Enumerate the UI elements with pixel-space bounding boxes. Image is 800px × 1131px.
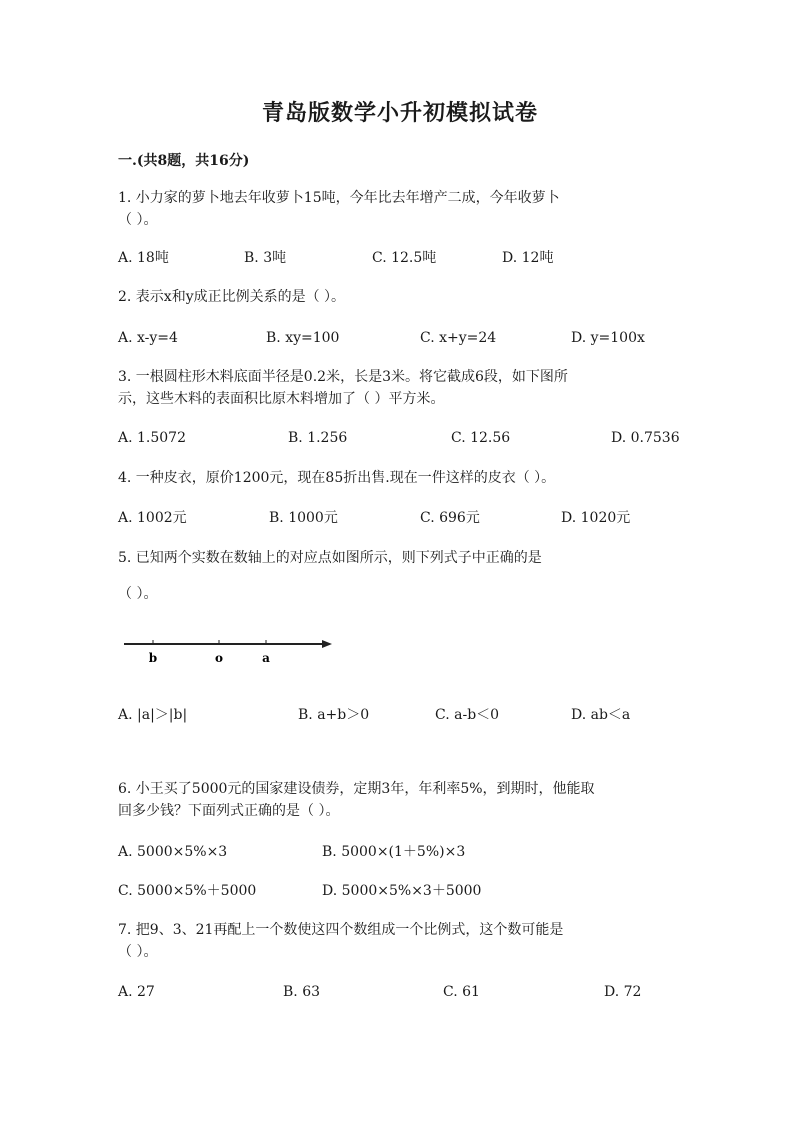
number-line-arrowhead [322,640,332,648]
q1-option-b: B. 3吨 [244,250,287,266]
question-3-line-2: 示，这些木料的表面积比原木料增加了（ ）平方米。 [118,391,445,407]
q1-option-c: C. 12.5吨 [372,250,437,266]
q7-option-d: D. 72 [604,984,642,1000]
q4-option-b: B. 1000元 [269,510,338,526]
q2-option-d: D. y=100x [571,330,645,346]
q7-option-c: C. 61 [443,984,480,1000]
number-line-figure [118,632,338,668]
label-o: o [214,651,224,665]
q6-option-d: D. 5000×5%×3＋5000 [322,883,482,899]
question-5-line-2: （ ）。 [118,586,158,602]
question-7 [118,919,678,963]
label-a: a [262,651,270,665]
q4-option-c: C. 696元 [420,510,480,526]
question-1 [118,187,678,231]
question-5-line-1: 5. 已知两个实数在数轴上的对应点如图所示，则下列式子中正确的是 [118,550,542,566]
q7-option-a: A. 27 [118,984,155,1000]
question-4-line-1: 4. 一种皮衣，原价1200元，现在85折出售.现在一件这样的皮衣（ ）。 [118,470,556,486]
q5-option-d: D. ab＜a [571,707,631,723]
question-2-line-1: 2. 表示x和y成正比例关系的是（ ）。 [118,289,346,305]
label-b: b [148,651,158,665]
question-7-line-2: （ ）。 [118,944,158,960]
q3-option-d: D. 0.7536 [611,430,680,446]
q2-option-c: C. x+y=24 [420,330,497,346]
q5-option-a: A. |a|＞|b| [118,707,188,723]
q3-option-a: A. 1.5072 [118,430,186,446]
question-5 [118,547,678,605]
question-6 [118,778,678,822]
question-3 [118,366,678,410]
q6-option-c: C. 5000×5%＋5000 [118,883,257,899]
question-4 [118,467,678,489]
q4-option-d: D. 1020元 [561,510,631,526]
question-1-line-1: 1. 小力家的萝卜地去年收萝卜15吨，今年比去年增产二成，今年收萝卜 [118,190,560,206]
section-heading: 一.(共8题，共16分) [118,153,250,169]
q3-option-c: C. 12.56 [451,430,511,446]
q1-option-a: A. 18吨 [118,250,169,266]
question-1-line-2: （ ）。 [118,212,158,228]
question-2 [118,286,678,308]
q7-option-b: B. 63 [283,984,321,1000]
q5-option-c: C. a-b＜0 [435,707,500,723]
q6-option-b: B. 5000×(1＋5%)×3 [322,844,466,860]
q2-option-a: A. x-y=4 [118,330,178,346]
q3-option-b: B. 1.256 [288,430,348,446]
question-6-line-2: 回多少钱？下面列式正确的是（ ）。 [118,803,340,819]
q6-option-a: A. 5000×5%×3 [118,844,228,860]
question-6-line-1: 6. 小王买了5000元的国家建设债券，定期3年，年利率5%，到期时，他能取 [118,781,595,797]
question-3-line-1: 3. 一根圆柱形木料底面半径是0.2米，长是3米。将它截成6段，如下图所 [118,369,568,385]
question-7-line-1: 7. 把9、3、21再配上一个数使这四个数组成一个比例式，这个数可能是 [118,922,564,938]
q5-option-b: B. a+b＞0 [298,707,370,723]
exam-title: 青岛版数学小升初模拟试卷 [261,100,538,126]
q1-option-d: D. 12吨 [502,250,554,266]
q2-option-b: B. xy=100 [266,330,340,346]
q4-option-a: A. 1002元 [118,510,187,526]
